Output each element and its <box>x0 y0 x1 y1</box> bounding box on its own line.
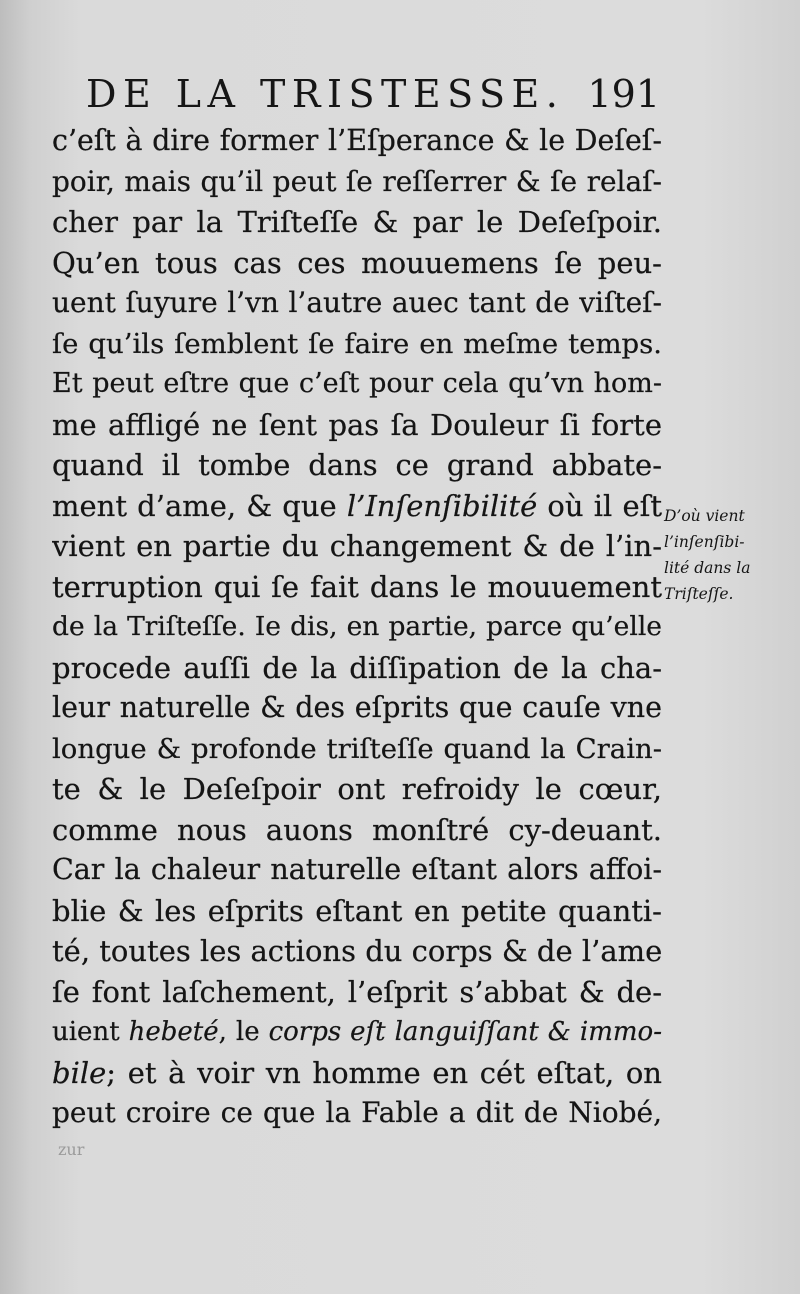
body-text <box>52 121 662 1134</box>
italic-phrase: bile <box>52 1055 107 1090</box>
text-segment: te & le Deſeſpoir ont refroidy le cœur, <box>52 772 662 806</box>
text-segment: ſe qu’ils ſemblent ſe faire en meſme temps. <box>52 327 662 360</box>
page-number: 191 <box>587 72 660 116</box>
text-line <box>52 972 662 1013</box>
italic-phrase: l’Inſenſibilité <box>346 488 538 523</box>
margin-note-line: l’inſenſibi- <box>664 533 745 551</box>
text-segment: vient en partie du changement & de l’in- <box>52 529 662 563</box>
text-line <box>52 850 662 891</box>
text-segment: , le <box>218 1017 269 1047</box>
text-line <box>52 162 662 203</box>
text-line <box>52 405 662 446</box>
text-segment: poir, mais qu’il peut ſe reſſerrer & ſe relaſ- <box>52 164 662 198</box>
text-segment: Car la chaleur naturelle eſtant alors affoi- <box>52 853 662 886</box>
margin-note-line: D’où vient <box>664 507 745 525</box>
text-segment: blie & les eſprits eſtant en petite quanti- <box>52 893 662 928</box>
text-line <box>52 1093 662 1134</box>
text-segment: de la Triſteſſe. Ie dis, en partie, parce qu’elle <box>52 611 662 642</box>
margin-note-line: Triſteſſe. <box>664 585 734 603</box>
text-line <box>52 364 662 405</box>
text-line <box>52 121 662 162</box>
text-segment: leur naturelle & des eſprits que cauſe vne <box>52 691 662 724</box>
text-line <box>52 688 662 729</box>
text-segment: quand il tombe dans ce grand abbate- <box>52 448 662 482</box>
text-line <box>52 891 662 932</box>
text-line <box>52 1053 662 1094</box>
text-segment: procede auſſi de la diſſipation de la cha- <box>52 650 662 685</box>
text-line <box>52 769 662 810</box>
text-segment: ment d’ame, & que <box>52 488 347 523</box>
italic-phrase: hebeté <box>128 1017 219 1047</box>
text-segment: peut croire ce que la Fable a dit de Niobé, <box>52 1096 662 1129</box>
text-line <box>52 729 662 770</box>
text-line <box>52 486 662 527</box>
text-line <box>52 1012 662 1053</box>
page-header <box>86 72 660 116</box>
text-line <box>52 567 662 608</box>
text-line <box>52 445 662 486</box>
margin-note <box>664 503 796 607</box>
bleed-through-text: zur <box>58 1140 85 1159</box>
italic-phrase: corps eſt languiſſant & immo- <box>268 1017 662 1047</box>
text-line <box>52 810 662 851</box>
text-segment: où il eſt <box>537 488 662 523</box>
running-title: DE LA TRISTESSE. <box>86 72 565 116</box>
text-segment: Qu’en tous cas ces mouuemens ſe peu- <box>52 245 662 280</box>
margin-note-line: lité dans la <box>664 559 751 577</box>
text-segment: comme nous auons monſtré cy-deuant. <box>52 812 662 847</box>
text-line <box>52 648 662 689</box>
text-segment: ſe font laſchement, l’eſprit s’abbat & de- <box>52 974 662 1009</box>
text-segment: cher par la Triſteſſe & par le Deſeſpoir. <box>52 205 662 239</box>
text-line <box>52 324 662 365</box>
text-segment: terruption qui ſe fait dans le mouuement <box>52 569 662 604</box>
text-line <box>52 283 662 324</box>
text-segment: me affligé ne ſent pas ſa Douleur ſi forte <box>52 407 662 442</box>
text-segment: uent ſuyure l’vn l’autre auec tant de viſteſ- <box>52 286 662 319</box>
text-segment: Et peut eſtre que c’eſt pour cela qu’vn hom- <box>52 368 662 399</box>
text-line <box>52 243 662 284</box>
text-segment: té, toutes les actions du corps & de l’ame <box>52 934 662 968</box>
text-line <box>52 202 662 243</box>
text-segment: c’eſt à dire former l’Eſperance & le Deſeſ- <box>52 124 662 157</box>
text-segment: uient <box>52 1017 129 1047</box>
text-line <box>52 607 662 648</box>
text-segment: longue & profonde triſteſſe quand la Crain- <box>52 732 662 765</box>
text-line <box>52 931 662 972</box>
text-segment: ; et à voir vn homme en cét eſtat, on <box>106 1055 662 1090</box>
text-line <box>52 526 662 567</box>
